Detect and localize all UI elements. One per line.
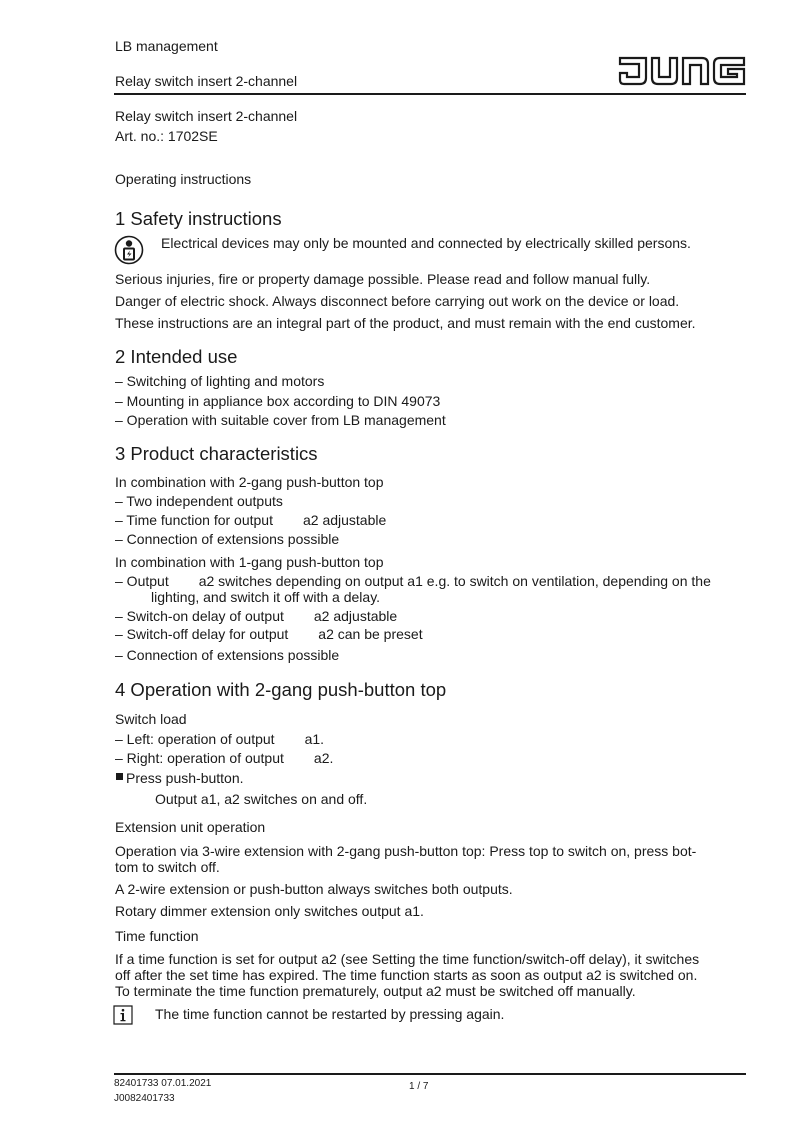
header-product: Relay switch insert 2-channel xyxy=(115,73,298,89)
operation-heading: 4 Operation with 2-gang push-button top xyxy=(115,679,447,700)
footer-doc-number: 82401733 07.01.2021 xyxy=(114,1078,212,1089)
logo-text: JUNG xyxy=(618,55,621,56)
intended-use-item: – Switching of lighting and motors xyxy=(115,373,325,389)
extension-heading: Extension unit operation xyxy=(115,819,266,835)
bullet-square-icon xyxy=(116,773,123,780)
footer-rule xyxy=(114,1073,746,1075)
safety-heading: 1 Safety instructions xyxy=(115,208,282,229)
feature-line: – Connection of extensions possible xyxy=(115,647,340,663)
time-function-p: off after the set time has expired. The time function starts as soon as output a2 is switched on. xyxy=(115,967,698,983)
operation-line: – Left: operation of output a1. xyxy=(115,731,325,747)
header-company: LB management xyxy=(115,38,218,54)
jung-logo xyxy=(618,55,746,87)
switch-load-label: Switch load xyxy=(115,711,187,727)
extension-p2: A 2-wire extension or push-button always switches both outputs. xyxy=(115,881,513,897)
feature-line: – Output a2 switches depending on output a1 e.g. to switch on ventilation, depending on the xyxy=(115,573,711,589)
feature-line: – Connection of extensions possible xyxy=(115,531,340,547)
electrician-icon xyxy=(114,235,144,265)
intended-use-item: – Mounting in appliance box according to DIN 49073 xyxy=(115,393,441,409)
intro-doc-type: Operating instructions xyxy=(115,171,252,187)
footer-page-number: 1 / 7 xyxy=(409,1081,429,1092)
combo-1gang: In combination with 1-gang push-button top xyxy=(115,554,384,570)
safety-p3: These instructions are an integral part of the product, and must remain with the end customer. xyxy=(115,315,696,331)
header-rule xyxy=(114,93,746,95)
info-icon xyxy=(113,1005,133,1025)
time-function-p: If a time function is set for output a2 (see Setting the time function/switch-off delay), it switches xyxy=(115,951,700,967)
feature-line: – Switch-off delay for output a2 can be preset xyxy=(115,626,423,642)
extension-p1: Operation via 3-wire extension with 2-gang push-button top: Press top to switch on, press bot- xyxy=(115,843,697,859)
feature-line: – Two independent outputs xyxy=(115,493,283,509)
extension-p3: Rotary dimmer extension only switches output a1. xyxy=(115,903,424,919)
time-function-p: To terminate the time function prematurely, output a2 must be switched off manually. xyxy=(115,983,636,999)
time-function-heading: Time function xyxy=(115,928,199,944)
feature-line-cont: lighting, and switch it off with a delay. xyxy=(151,589,381,605)
intended-use-heading: 2 Intended use xyxy=(115,346,238,367)
press-result: Output a1, a2 switches on and off. xyxy=(155,791,368,807)
extension-p1-cont: tom to switch off. xyxy=(115,859,220,875)
combo-2gang: In combination with 2-gang push-button top xyxy=(115,474,384,490)
info-note: The time function cannot be restarted by pressing again. xyxy=(155,1006,505,1022)
footer-doc-code: J0082401733 xyxy=(114,1093,175,1104)
press-instruction: Press push-button. xyxy=(126,770,244,786)
feature-line: – Switch-on delay of output a2 adjustable xyxy=(115,608,398,624)
safety-p2: Danger of electric shock. Always disconnect before carrying out work on the device or load. xyxy=(115,293,680,309)
safety-p1: Serious injuries, fire or property damage possible. Please read and follow manual fully. xyxy=(115,271,651,287)
intro-art-no: Art. no.: 1702SE xyxy=(115,128,218,144)
feature-line: – Time function for output a2 adjustable xyxy=(115,512,387,528)
electrician-note: Electrical devices may only be mounted and connected by electrically skilled persons. xyxy=(161,235,691,251)
operation-line: – Right: operation of output a2. xyxy=(115,750,334,766)
product-characteristics-heading: 3 Product characteristics xyxy=(115,443,318,464)
intended-use-item: – Operation with suitable cover from LB management xyxy=(115,412,446,428)
intro-title: Relay switch insert 2-channel xyxy=(115,108,298,124)
